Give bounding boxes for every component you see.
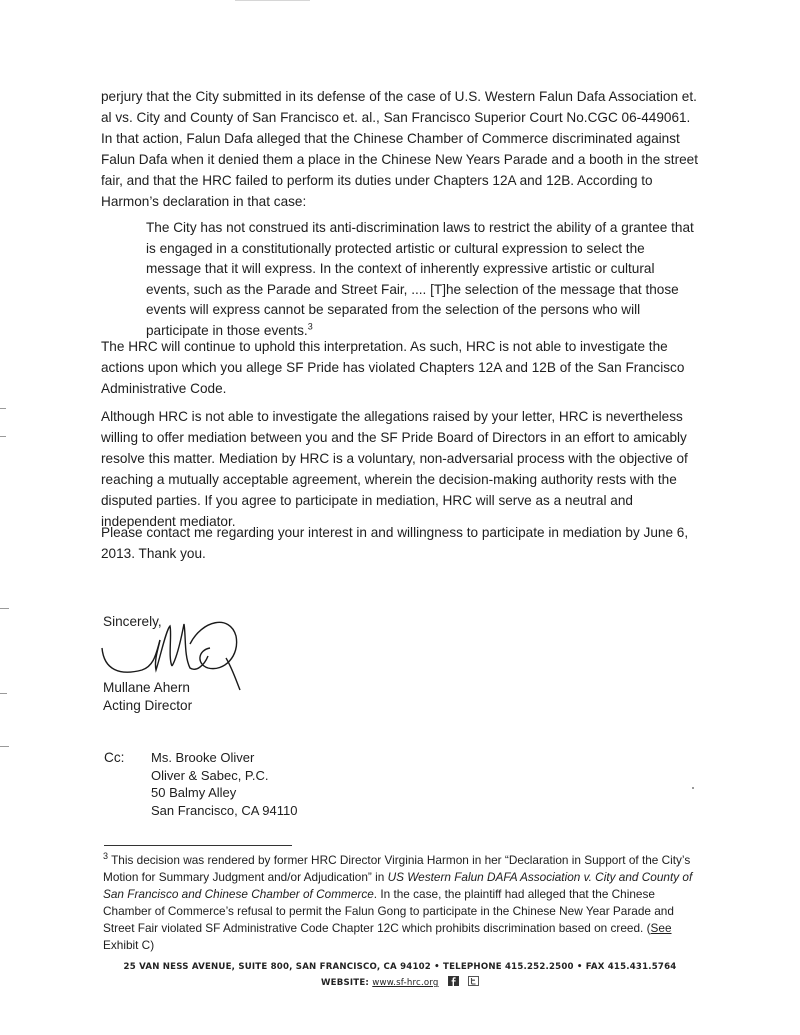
website-label: WEBSITE: [321,978,370,988]
margin-mark [0,608,9,609]
block-quote-declaration [146,218,702,341]
footer-address: 25 VAN NESS AVENUE, SUITE 800, SAN FRANCISCO, CA 94102 • TELEPHONE 415.252.2500 • FAX 415.431.5764 [123,962,677,972]
footnote-reference: 3 [307,320,313,331]
signer-title: Acting Director [103,698,193,713]
footnote-text: . In the case, the plaintiff had alleged that the Chinese Chamber of Commerce’s refusal to permit the Falun Gong to participate in the Chinese New Year Parade and Street Fair violated SF Administrative Code Chapter 12C which prohibits discrimination based on creed. ( [103,887,674,935]
cc-line: 50 Balmy Alley [151,785,237,800]
paragraph-contact-request: Please contact me regarding your interest in and willingness to participate in mediation by June 6, 2013. Thank you. [101,525,689,561]
paragraph-perjury-case: perjury that the City submitted in its defense of the case of U.S. Western Falun Dafa Association et. al vs. City and County of San Francisco et. al., San Francisco Superior Court No.CGC 06-449061. In that action, Falun Dafa alleged that the Chinese Chamber of Commerce discriminated against Falun Dafa when it denied them a place in the Chinese New Years Parade and a booth in the street fair, and that the HRC failed to perform its duties under Chapters 12A and 12B. According to Harmon’s declaration in that case: [101,89,699,209]
facebook-icon[interactable] [448,976,459,986]
cc-recipient-address [151,749,297,819]
signer-name: Mullane Ahern [103,680,190,695]
closing-salutation: Sincerely, [103,614,162,629]
footnote [103,852,703,954]
footnote-case-title: US Western Falun DAFA Association v. City and County of San Francisco and Chinese Chamber of Commerce [103,870,693,901]
scan-edge-mark [235,0,310,1]
cc-line: Oliver & Sabec, P.C. [151,767,269,783]
margin-mark [0,436,6,437]
footnote-mark: 3 [103,851,109,862]
margin-mark [0,693,7,694]
cc-line: San Francisco, CA 94110 [151,802,298,818]
footer-website [0,976,800,988]
cc-line: Ms. Brooke Oliver [151,750,255,765]
cc-label: Cc: [104,750,125,765]
margin-mark [0,408,6,409]
footnote-text: Exhibit C) [103,938,155,952]
footnote-see-link[interactable]: See [650,921,672,935]
quote-text: The City has not construed its anti-discrimination laws to restrict the ability of a grantee that is engaged in a constitutionally protected artistic or cultural expression to select the message that it will express. In the context of inherently expressive artistic or cultural events, such as the Parade and Street Fair, .... [T]he selection of the message that those events will express cannot be separated from the selection of the persons who will participate in those events. [146,220,694,338]
paragraph-mediation-offer: Although HRC is not able to investigate the allegations raised by your letter, HRC is nevertheless willing to offer mediation between you and the SF Pride Board of Directors in an effort to amicably resolve this matter. Mediation by HRC is a voluntary, non-adversarial process with the objective of reaching a mutually acceptable agreement, wherein the decision-making authority rests with the disputed parties. If you agree to participate in mediation, HRC will serve as a neutral and independent mediator. [101,409,688,529]
margin-mark [0,746,9,747]
scan-speck [692,787,694,789]
footnote-text: This decision was rendered by former HRC Director Virginia Harmon in her “Declaration in Support of the City’s Motion for Summary Judgment and/or Adjudication” in [103,853,691,884]
footnote-divider [104,845,292,846]
twitter-icon[interactable] [468,976,479,986]
paragraph-interpretation: The HRC will continue to uphold this interpretation. As such, HRC is not able to investigate the actions upon which you allege SF Pride has violated Chapters 12A and 12B of the San Francisco Administrative Code. [101,339,685,396]
website-link[interactable]: www.sf-hrc.org [372,978,439,988]
